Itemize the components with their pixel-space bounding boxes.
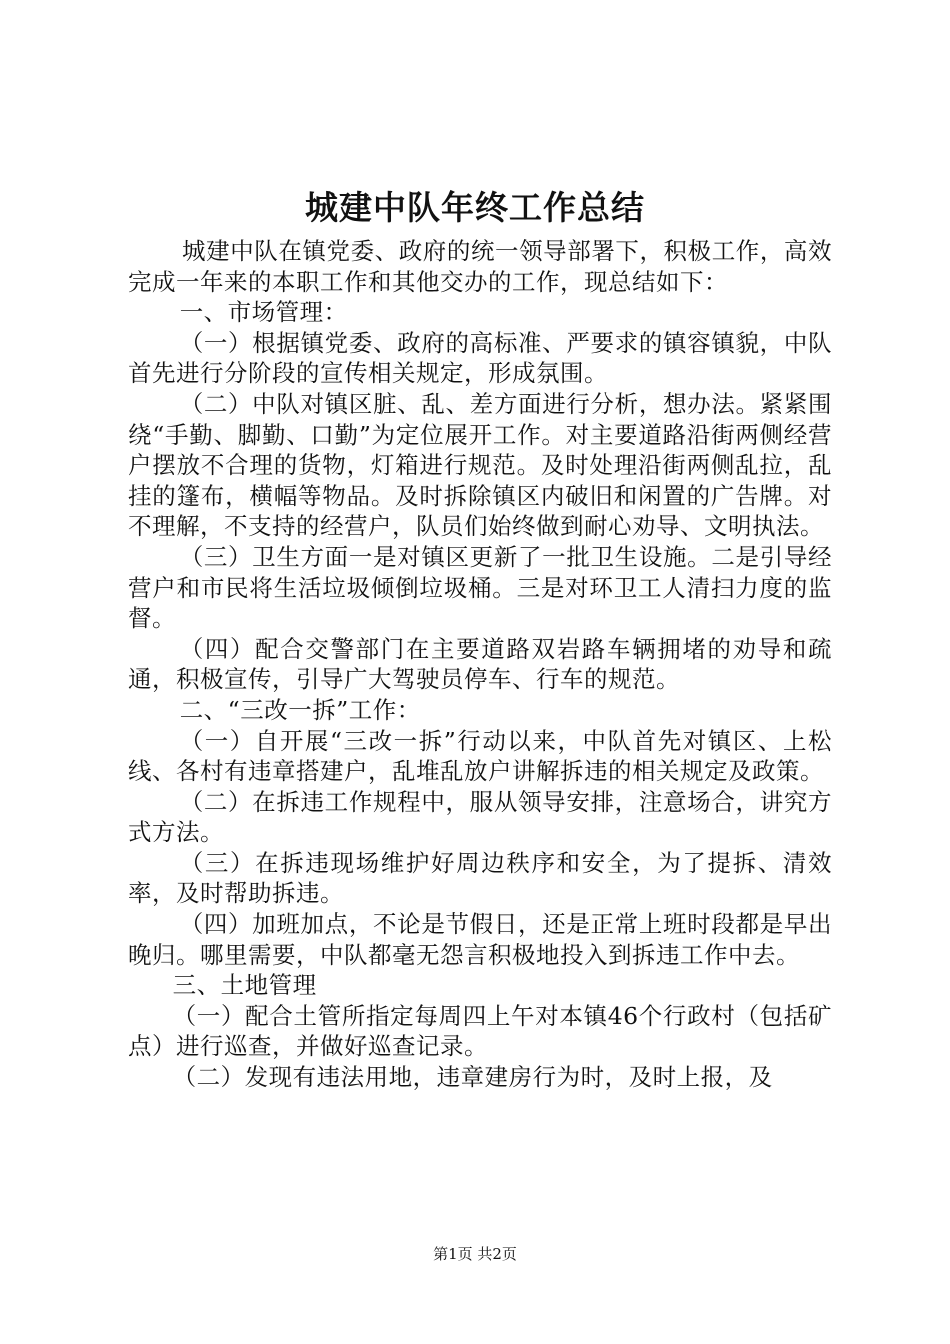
- document-body: [128, 236, 832, 1093]
- page-footer: 第1页 共2页: [433, 1245, 517, 1263]
- market-item-1: （一）根据镇党委、政府的高标准、严要求的镇容镇貌，中队首先进行分阶段的宣传相关规定，形成氛围。: [128, 328, 832, 388]
- market-item-2: （二）中队对镇区脏、乱、差方面进行分析，想办法。紧紧围绕“手勤、脚勤、口勤”为定位展开工作。对主要道路沿街两侧经营户摆放不合理的货物，灯箱进行规范。及时处理沿街两侧乱拉，乱挂的篷布，横幅等物品。及时拆除镇区内破旧和闲置的广告牌。对不理解，不支持的经营户，队员们始终做到耐心劝导、文明执法。: [128, 389, 832, 541]
- market-item-3: （三）卫生方面一是对镇区更新了一批卫生设施。二是引导经营户和市民将生活垃圾倾倒垃圾桶。三是对环卫工人清扫力度的监督。: [128, 542, 832, 633]
- demolition-item-3: （三）在拆违现场维护好周边秩序和安全，为了提拆、清效率，及时帮助拆违。: [128, 848, 832, 908]
- demolition-item-2: （二）在拆违工作规程中，服从领导安排，注意场合，讲究方式方法。: [128, 787, 832, 847]
- section-heading-land: 三、土地管理: [172, 971, 317, 1000]
- intro-paragraph: 城建中队在镇党委、政府的统一领导部署下，积极工作，高效完成一年来的本职工作和其他交办的工作，现总结如下：: [128, 237, 832, 296]
- section-heading-market: 一、市场管理：: [179, 298, 348, 327]
- land-item-1: （一）配合土管所指定每周四上午对本镇46个行政村（包括矿点）进行巡查，并做好巡查记录。: [128, 1001, 832, 1061]
- land-item-2: （二）发现有违法用地，违章建房行为时，及时上报，及: [172, 1063, 773, 1092]
- market-item-4: （四）配合交警部门在主要道路双岩路车辆拥堵的劝导和疏通，积极宣传，引导广大驾驶员停车、行车的规范。: [128, 634, 832, 694]
- demolition-item-1: （一）自开展“三改一拆”行动以来，中队首先对镇区、上松线、各村有违章搭建户，乱堆乱放户讲解拆违的相关规定及政策。: [128, 726, 832, 786]
- demolition-item-4: （四）加班加点，不论是节假日，还是正常上班时段都是早出晚归。哪里需要，中队都毫无怨言积极地投入到拆违工作中去。: [128, 910, 832, 969]
- document-title: 城建中队年终工作总结: [305, 188, 645, 227]
- section-heading-demolition: 二、“三改一拆”工作：: [179, 695, 421, 724]
